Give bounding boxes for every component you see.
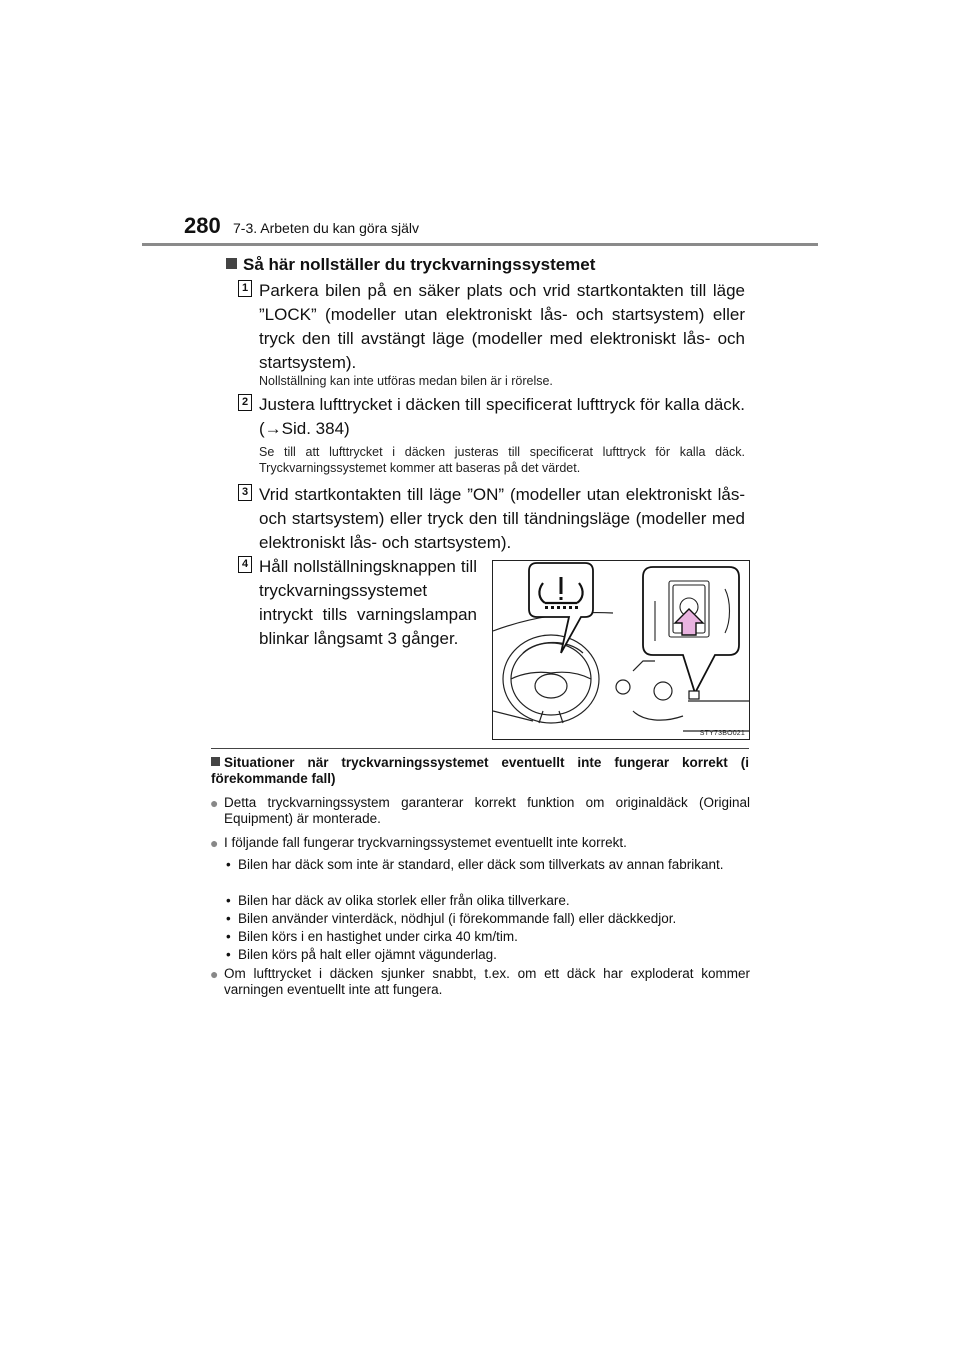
circle-bullet-icon: ● <box>210 835 219 851</box>
dot-bullet-icon: • <box>226 911 231 926</box>
list-item-text: Bilen körs på halt eller ojämnt vägunderlag. <box>238 947 497 962</box>
list-item <box>226 947 748 963</box>
page-number: 280 <box>184 213 221 238</box>
header-rule <box>142 243 818 246</box>
list-item-text: Bilen använder vinterdäck, nödhjul (i förekommande fall) eller däckkedjor. <box>238 911 677 926</box>
bullet-text: Om lufttrycket i däcken sjunker snabbt, t.ex. om ett däck har exploderat kommer varningen eventuellt inte att fungera. <box>224 966 750 997</box>
list-item <box>226 857 748 873</box>
step-2-text: Justera lufttrycket i däcken till specificerat lufttryck för kalla däck. (→Sid. 384) <box>259 395 745 438</box>
dashboard-drawing <box>493 561 749 739</box>
dot-bullet-icon: • <box>226 893 231 908</box>
square-bullet-icon <box>226 258 237 269</box>
step-4-text: Håll nollställningsknappen till tryckvarningssystemet intryckt tills varningslampan blinkar långsamt 3 gånger. <box>259 557 477 648</box>
section-divider <box>211 748 749 749</box>
step-1-note: Nollställning kan inte utföras medan bilen är i rörelse. <box>259 374 553 388</box>
step-1-text: Parkera bilen på en säker plats och vrid startkontakten till läge ”LOCK” (modeller utan elektroniskt lås- och startsystem) eller tryck den till avstängt läge (modeller med elektroniskt lås- och startsystem). <box>259 281 745 372</box>
running-head: 7-3. Arbeten du kan göra själv <box>233 220 420 236</box>
step-2-note: Se till att lufttrycket i däcken justeras till specificerat lufttryck för kalla däck. Tryckvarningssystemet kommer att baseras på det värdet. <box>259 445 745 475</box>
figure-code: STY73BO021 <box>699 730 745 737</box>
bullet-original-equipment <box>210 795 750 827</box>
list-item <box>226 893 748 909</box>
bullet-text: I följande fall fungerar tryckvarningssystemet eventuellt inte korrekt. <box>224 835 627 850</box>
section-title-text: Så här nollställer du tryckvarningssystemet <box>243 255 596 274</box>
reset-button-illustration <box>492 560 750 740</box>
list-item <box>226 929 748 945</box>
situations-title <box>211 755 749 787</box>
list-item-text: Bilen körs i en hastighet under cirka 40 km/tim. <box>238 929 518 944</box>
bullet-following-cases <box>210 835 750 851</box>
step-2-badge: 2 <box>238 394 252 411</box>
step-1-badge: 1 <box>238 280 252 297</box>
dot-bullet-icon: • <box>226 947 231 962</box>
bullet-rapid-pressure-loss <box>210 966 750 998</box>
situations-title-text: Situationer när tryckvarningssystemet eventuellt inte fungerar korrekt (i förekommande fall) <box>211 755 749 786</box>
section-title <box>226 255 595 275</box>
list-item-text: Bilen har däck av olika storlek eller från olika tillverkare. <box>238 893 570 908</box>
dot-bullet-icon: • <box>226 929 231 944</box>
list-item-text: Bilen har däck som inte är standard, eller däck som tillverkats av annan fabrikant. <box>238 857 724 872</box>
square-bullet-icon <box>211 757 220 766</box>
circle-bullet-icon: ● <box>210 966 219 982</box>
step-3-text: Vrid startkontakten till läge ”ON” (modeller utan elektroniskt lås- och startsystem) eller tryck den till tändningsläge (modeller med elektroniskt lås- och startsystem). <box>259 485 745 552</box>
list-item <box>226 911 748 927</box>
dot-bullet-icon: • <box>226 857 231 872</box>
step-4-badge: 4 <box>238 556 252 573</box>
bullet-text: Detta tryckvarningssystem garanterar korrekt funktion om originaldäck (Original Equipment) är monterade. <box>224 795 750 826</box>
circle-bullet-icon: ● <box>210 795 219 811</box>
step-3-badge: 3 <box>238 484 252 501</box>
